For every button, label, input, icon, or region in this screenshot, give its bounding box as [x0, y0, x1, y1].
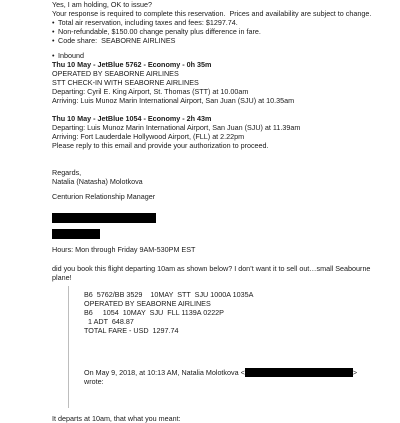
- reply-text: did you book this flight departing 10am as shown below? I don’t want it to sell out…small Seabourne: [52, 264, 371, 273]
- itinerary-line: TOTAL FARE - USD 1297.74: [84, 326, 179, 335]
- bullet-total: • Total air reservation, including taxes and fees: $1297.74.: [52, 18, 397, 27]
- redacted-block: [52, 213, 156, 223]
- quote-header-text: On May 9, 2018, at 10:13 AM, Natalia Molotkova <: [84, 367, 245, 377]
- email-body: [52, 0, 397, 423]
- regards: Regards,: [52, 168, 82, 177]
- reply-text-cont: plane!: [52, 273, 72, 282]
- flight2-departing: Departing: Luis Munoz Marin International Airport, San Juan (SJU) at 11.39am: [52, 123, 301, 132]
- itinerary-line: OPERATED BY SEABORNE AIRLINES: [84, 299, 211, 308]
- departs-line: It departs at 10am, that what you meant:: [52, 414, 181, 423]
- flight1-operated: OPERATED BY SEABORNE AIRLINES: [52, 69, 179, 78]
- quoted-itinerary: [68, 286, 397, 408]
- itinerary-line: B6 5762/BB 3529 10MAY STT SJU 1000A 1035A: [84, 290, 254, 299]
- signer-title: Centurion Relationship Manager: [52, 192, 156, 201]
- reply-instruction: Please reply to this email and provide your authorization to proceed.: [52, 141, 269, 150]
- flight2-header: Thu 10 May - JetBlue 1054 - Economy - 2h 43m: [52, 114, 212, 123]
- itinerary-line: B6 1054 10MAY SJU FLL 1139A 0222P: [84, 308, 224, 317]
- quote-header: [84, 367, 397, 377]
- itinerary-line: 1 ADT 648.87: [84, 317, 134, 326]
- signer-name: Natalia (Natasha) Molotkova: [52, 177, 143, 186]
- redacted-block: [52, 229, 100, 239]
- quote-header-close: >: [352, 367, 358, 377]
- flight1-header: Thu 10 May - JetBlue 5762 - Economy - 0h 35m: [52, 60, 212, 69]
- inbound-label: • Inbound: [52, 51, 397, 60]
- flight2-arriving: Arriving: Fort Lauderdale Hollywood Airport, (FLL) at 2.22pm: [52, 132, 245, 141]
- flight1-departing: Departing: Cyril E. King Airport, St. Thomas (STT) at 10.00am: [52, 87, 249, 96]
- bullet-refund: • Non-refundable, $150.00 change penalty plus difference in fare.: [52, 27, 397, 36]
- hours-line: Hours: Mon through Friday 9AM-530PM EST: [52, 245, 196, 254]
- holding-line: Yes, I am holding, OK to issue?: [52, 0, 153, 9]
- response-required-line: Your response is required to complete this reservation. Prices and availability are subject to change.: [52, 9, 372, 18]
- redacted-email: [245, 368, 353, 377]
- flight1-arriving: Arriving: Luis Munoz Marin International Airport, San Juan (SJU) at 10.35am: [52, 96, 295, 105]
- wrote-text: wrote:: [84, 377, 104, 386]
- bullet-codeshare: • Code share: SEABORNE AIRLINES: [52, 36, 397, 45]
- flight1-checkin: STT CHECK-IN WITH SEABORNE AIRLINES: [52, 78, 199, 87]
